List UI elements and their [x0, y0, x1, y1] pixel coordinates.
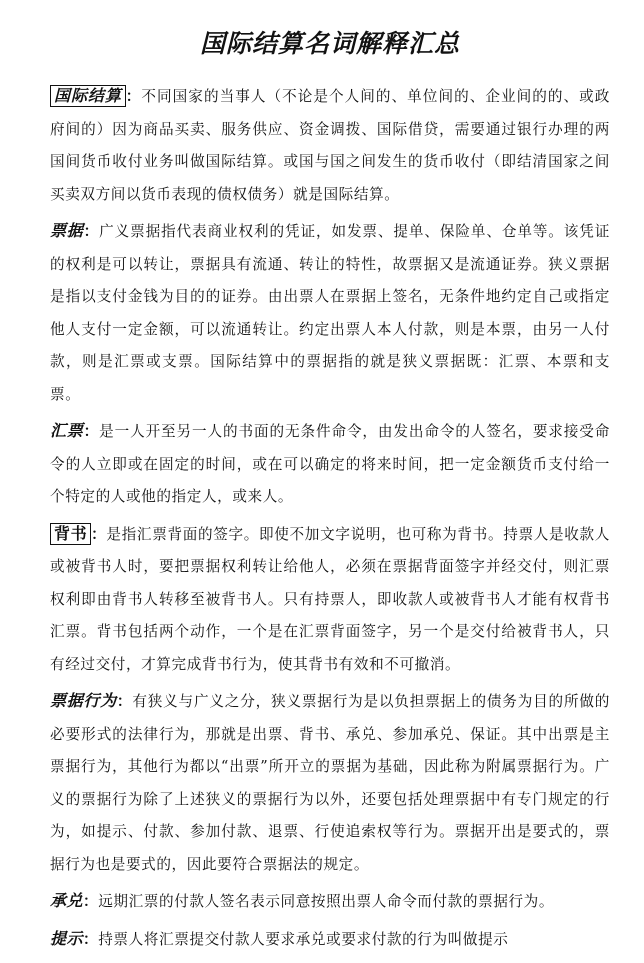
- entry-huipiao: [50, 415, 610, 514]
- term-label: 汇票: [50, 421, 84, 440]
- term-separator: ：: [91, 525, 107, 543]
- entry-tishi: [50, 923, 610, 957]
- term-separator: ：: [125, 88, 142, 105]
- entry-guoji-jiesuan: [50, 80, 610, 211]
- term-label: 背书: [50, 523, 91, 545]
- entry-text: 是指汇票背面的签字。即使不加文字说明，也可称为背书。持票人是收款人或被背书人时，要把票据权利转让给他人，必须在票据背面签字并经交付，则汇票权利即由背书人转移至被背书人。只有持票人，即收款人或被背书人才能有权背书汇票。背书包括两个动作，一个是在汇票背面签字，另一个是交付给被背书人，只有经过交付，才算完成背书行为，使其背书有效和不可撤消。: [50, 525, 610, 673]
- term-separator: ：: [83, 893, 99, 910]
- entry-piaoju-xingwei: [50, 685, 610, 881]
- entry-text: 广义票据指代表商业权利的凭证，如发票、提单、保险单、仓单等。该凭证的权利是可以转让，票据具有流通、转让的特性，故票据又是流通证券。狭义票据是指以支付金钱为目的的证券。由出票人在票据上签名，无条件地约定自己或指定他人支付一定金额，可以流通转让。约定出票人本人付款，则是本票，由另一人付款，则是汇票或支票。国际结算中的票据指的就是狭义票据既：汇票、本票和支票。: [50, 223, 610, 403]
- entry-chengdui: [50, 885, 610, 919]
- term-label: 票据行为: [50, 691, 117, 710]
- term-separator: ：: [83, 223, 100, 240]
- term-separator: ：: [116, 693, 133, 710]
- term-label: 提示: [50, 928, 84, 948]
- entry-text: 是一人开至另一人的书面的无条件命令，由发出命令的人签名，要求接受命令的人立即或在固定的时间，或在可以确定的将来时间，把一定金额货币支付给一个特定的人或他的指定人，或来人。: [50, 423, 610, 505]
- document-title: 国际结算名词解释汇总: [199, 29, 460, 58]
- term-label: 承兑: [50, 891, 84, 910]
- term-label: 国际结算: [50, 85, 126, 107]
- entry-text: 远期汇票的付款人签名表示同意按照出票人命令而付款的票据行为。: [98, 893, 555, 910]
- term-separator: ：: [83, 930, 99, 948]
- entry-text: 有狭义与广义之分，狭义票据行为是以负担票据上的债务为目的所做的必要形式的法律行为，那就是出票、背书、承兑、参加承兑、保证。其中出票是主票据行为，其他行为都以“出票”所开立的票据为基础，因此称为附属票据行为。广义的票据行为除了上述狭义的票据行为以外，还要包括处理票据中有专门规定的行为，如提示、付款、参加付款、退票、行使追索权等行为。票据开出是要式的，票据行为也是要式的，因此要符合票据法的规定。: [50, 693, 610, 873]
- entry-text: 不同国家的当事人（不论是个人间的、单位间的、企业间的的、或政府间的）因为商品买卖、服务供应、资金调拨、国际借贷，需要通过银行办理的两国间货币收付业务叫做国际结算。或国与国之间发生的货币收付（即结清国家之间买卖双方间以货币表现的债权债务）就是国际结算。: [50, 88, 610, 203]
- entry-beishu: [50, 518, 610, 682]
- entry-piaoju: [50, 215, 610, 411]
- entry-text: 持票人将汇票提交付款人要求承兑或要求付款的行为叫做提示: [98, 930, 509, 948]
- term-label: 票据: [50, 221, 84, 240]
- term-separator: ：: [83, 423, 100, 440]
